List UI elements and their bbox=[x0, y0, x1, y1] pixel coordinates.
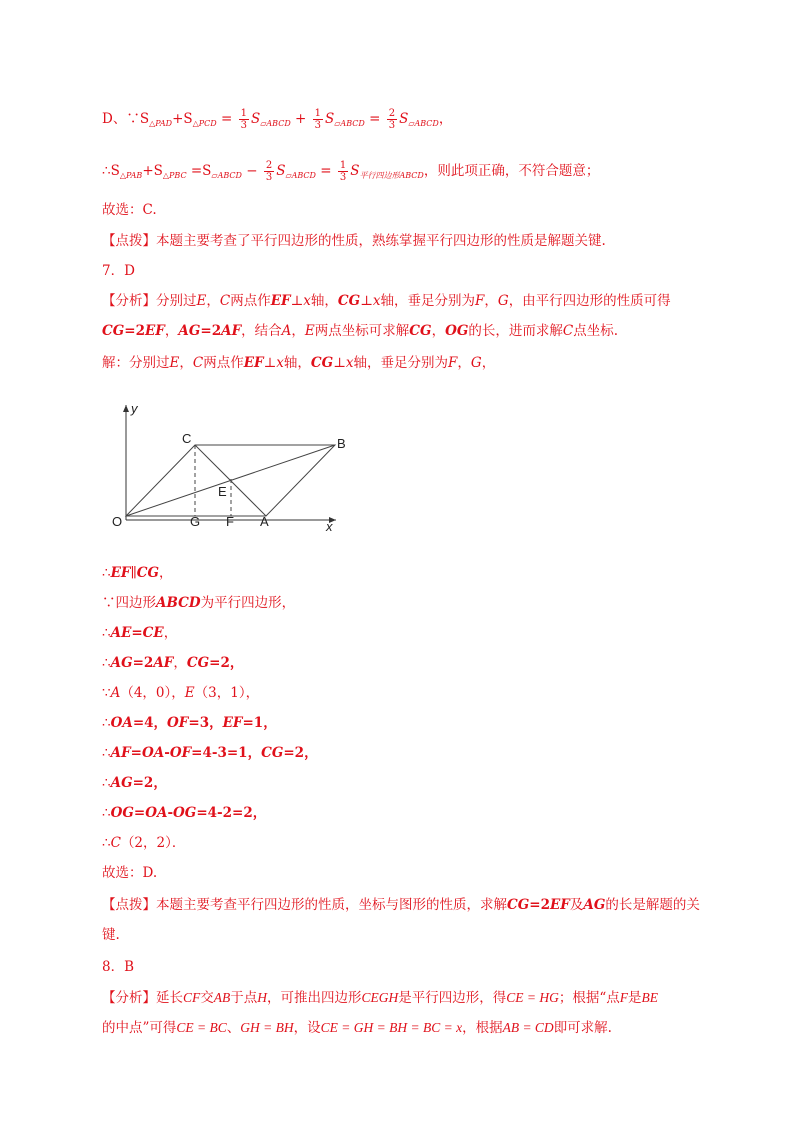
label-o: O bbox=[112, 514, 123, 529]
option-d-line1: D、$\because S_{\triangle PAD}+S_{\triangle PCD}$ = $\frac{1}{3}$ $S_{▱ABCD}$ + $\frac{1}{3}$ $S_{▱ABCD}$ = $\frac{2}{3}$ $S_{▱ABCD}$， bbox=[102, 108, 453, 131]
step-8: ∴AG=2， bbox=[102, 775, 167, 791]
question-8-answer: 8．B bbox=[102, 959, 135, 975]
step-6: ∴OA=4，OF=3，EF=1， bbox=[102, 715, 277, 731]
label-a: A bbox=[260, 514, 269, 529]
step-1: ∴EF∥CG， bbox=[102, 565, 173, 581]
label-b: B bbox=[337, 436, 346, 451]
analysis-7: 【分析】分别过E，C两点作EF⊥x轴，CG⊥x轴，垂足分别为F，G，由平行四边形的性质可得CG=2EF，AG=2AF，结合A，E两点坐标可求解CG，OG的长，进而求解C点坐标. bbox=[102, 293, 671, 339]
solution-7-intro: 解：分别过E，C两点作EF⊥x轴，CG⊥x轴，垂足分别为F，G， bbox=[102, 355, 496, 371]
step-9: ∴OG=OA-OG=4-2=2， bbox=[102, 805, 267, 821]
fraction: $\frac{1}{3}$ bbox=[339, 160, 347, 183]
y-axis-arrow bbox=[123, 405, 129, 412]
fraction: $\frac{2}{3}$ bbox=[388, 108, 396, 131]
step-7: ∴AF=OA-OF=4-3=1，CG=2， bbox=[102, 745, 318, 761]
parallelogram-figure bbox=[100, 395, 360, 535]
step-10: ∴C（2，2）． bbox=[102, 835, 186, 851]
choose-d: 故选：D. bbox=[102, 865, 158, 881]
label-g: G bbox=[190, 514, 201, 529]
tip-1: 【点拨】本题主要考查了平行四边形的性质，熟练掌握平行四边形的性质是解题关键. bbox=[102, 233, 606, 249]
tip-2: 【点拨】本题主要考查平行四边形的性质，坐标与图形的性质，求解CG=2EF及AG的长是解题的关 键. bbox=[102, 897, 700, 943]
label-e: E bbox=[218, 484, 227, 499]
step-5: ∵A（4，0），E（3，1）， bbox=[102, 685, 260, 701]
step-3: ∴AE=CE， bbox=[102, 625, 178, 641]
fraction: $\frac{1}{3}$ bbox=[240, 108, 247, 131]
label-f: F bbox=[226, 514, 234, 529]
analysis-8: 【分析】延长CF交AB于点H，可推出四边形CEGH是平行四边形，得CE = HG；根据“点F是BE 的中点”可得CE = BC、GH = BH，设CE = GH = BH = BC = x，根据AB = CD即可求解. bbox=[102, 990, 659, 1036]
fraction: $\frac{1}{3}$ bbox=[314, 108, 322, 131]
choose-c: 故选：C. bbox=[102, 202, 157, 218]
label-x: x bbox=[326, 519, 333, 534]
step-4: ∴AG=2AF，CG=2， bbox=[102, 655, 244, 671]
step-2: ∵四边形ABCD为平行四边形， bbox=[102, 595, 296, 611]
option-d-line2: $\therefore S_{\triangle PAB}+S_{\triangle PBC} =S_{▱ABCD}$ − $\frac{2}{3}$ $S_{▱ABCD}$ = $\frac{1}{3}$ $S_{平行四边形ABCD}$，则此项正确，不符合题意； bbox=[102, 160, 600, 183]
label-y: y bbox=[131, 401, 138, 416]
label-c: C bbox=[182, 431, 192, 446]
question-7-answer: 7．D bbox=[102, 263, 135, 279]
fraction: $\frac{2}{3}$ bbox=[265, 160, 273, 183]
